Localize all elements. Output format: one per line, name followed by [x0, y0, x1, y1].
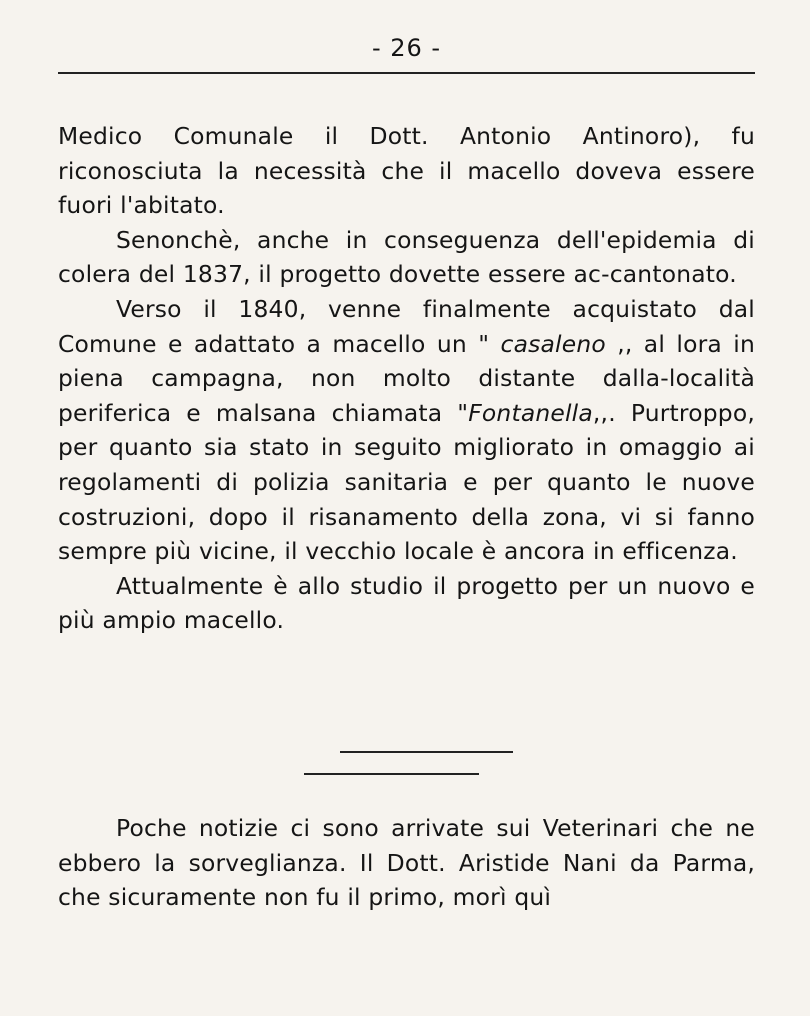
header-rule: [58, 72, 755, 74]
section-divider-upper: [340, 751, 513, 753]
main-text-block: [58, 119, 755, 638]
paragraph-macello-1840-part-2: ,, al lora in piena campagna, non molto distante dalla-località periferica e malsana chiamata ": [58, 329, 755, 427]
section-divider-lower: [304, 773, 479, 775]
paragraph-nuovo-macello: Attualmente è allo studio il progetto per un nuovo e più ampio macello.: [58, 571, 755, 635]
paragraph-medico-comunale: Medico Comunale il Dott. Antonio Antinoro), fu riconosciuta la necessità che il macello doveva essere fuori l'abitato.: [58, 122, 755, 220]
page-header: [58, 30, 755, 74]
paragraph-macello-1840-part-3: ,,. Purtroppo, per quanto sia stato in seguito migliorato in omaggio ai regolamenti di polizia sanitaria e per quanto le nuove costruzioni, dopo il risanamento della zona, vi si fanno sempre più vicine, il vecchio locale è ancora in efficenza.: [58, 398, 755, 566]
fontanella-term: Fontanella: [468, 398, 593, 427]
paragraph-epidemia-colera: Senonchè, anche in conseguenza dell'epidemia di colera del 1837, il progetto dovette essere ac-cantonato.: [58, 225, 755, 289]
paragraph-veterinari: Poche notizie ci sono arrivate sui Veterinari che ne ebbero la sorveglianza. Il Dott. Aristide Nani da Parma, che sicuramente non fu il primo, morì quì: [58, 814, 755, 912]
page-number: - 26 -: [371, 34, 442, 62]
casaleno-term: casaleno: [500, 329, 606, 358]
veterinari-text-block: [58, 811, 755, 915]
paragraph-macello-1840: [58, 292, 755, 569]
paragraph-macello-1840-part-1: Verso il 1840, venne finalmente acquistato dal Comune e adattato a macello un ": [58, 294, 755, 358]
